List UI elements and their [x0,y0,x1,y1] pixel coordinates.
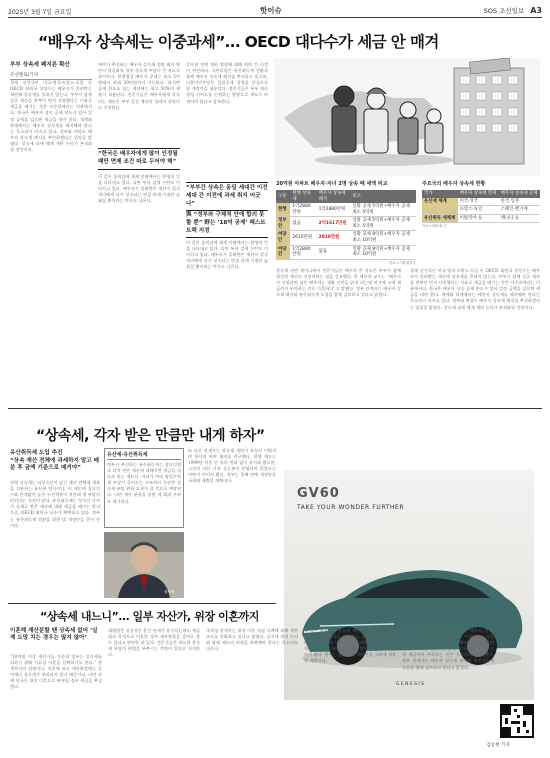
table-title: 20억원 아파트 배우자·자녀 2명 상속 때 세액 비교 [276,181,388,187]
table-row: 유산취득 세체계 이탈리아 등 캐나다 등 [422,214,540,223]
sidebar-title: 유산세·유산취득세 [107,451,181,460]
ad-tagline: TAKE YOUR WONDER FURTHER [297,504,405,511]
kicker: 부부 상속세 폐지론 확산 [10,62,70,68]
sidebar-box [104,448,184,528]
table-row: 유산세 체계 미국·영국 한국·일본 [422,198,540,206]
article-col-7: 경제 선진국인 미국·영국·프랑스·독일 등 OECD 회원국 상당수는 배우자가 물려받는 재산에 상속세를 물리지 않는다. 부부가 함께 일군 재산을 한쪽이 먼저 사망했다는 이유로 세금을 매기는 것은 이중과세라는 이유에서다. 한국은 배우자 상속 공제 한도가 있어 일정 금액을 넘으면 세금을 내야 한다. 재계와 학계에서는 배우자 상속세를 폐지해야 한다는 목소리가 커지고 있다. 정부와 여당도 배우자 상속세 폐지를 추진하겠다는 입장을 밝혔다. 상속세 과세 체계 개편 논의가 본격화될 전망이다. [410,268,540,310]
table-row: 여당안 2610만원 2910만원 일괄 공제 8억원+배우자 공제 최소 10억원 [276,231,416,245]
section-title: 핫이슈 [260,6,282,15]
section-divider [8,408,542,409]
article-col-8: 또 다른 관계자는 상속세 개편이 조속히 이뤄져야 한다며 여야 협의를 촉구했다. 현행 제도는 1999년 이후 큰 틀의 변화 없이 유지돼 왔으며, 그간의 자산 가격 상승분이 반영되지 않았다는 비판이 이어져 왔다. 정부는 올해 안에 개정안을 국회에 제출할 계획이다. [188,448,276,484]
byline: 조선멘토/기자 [10,72,92,80]
table-header-row: 구분 현행 상속세 배우자 상속세 폐지 비고 [276,190,416,203]
third-headline: “상속세 내느니”… 일부 자산가, 위장 이혼까지 [40,610,260,623]
byline: 김승현 기자 [486,743,510,748]
second-headline: “상속세, 각자 받은 만큼만 내게 하자” [36,428,265,444]
inheritance-tax-table [276,180,416,266]
illustration [274,58,540,176]
article-col-5: 이 같은 움직임에 재계 안팎에서는 환영의 뜻을 나타내고 있다. 다만 부자 감세 논란도 이어지고 있다. 배우자가 물려받은 재산이 결국 자녀에게 다시 상속되는 만큼 과세 시점만 늦춰질 뿐이라는 반론도 나온다. [186,240,268,270]
subhead: 이혼해 재산분할 땐 상속세 없어 ‘실제 도망 치는 경우는 많지 않아’ [10,628,98,642]
qr-code[interactable] [500,704,534,738]
subhead-3: 與 “정부와 구체적 안에 합의 못할 뿐” 野는 ‘18억 공제’ 패스트트랙 지정 [186,210,268,238]
article-col-10: 대법원은 실질적인 혼인 관계가 유지되는데도 세금 회피 목적으로 이혼한 경우 재산분할을 증여로 볼 수 있다고 판단한 바 있다. 전문가들은 과도한 상속세 부담이 편법을 부추기는 측면이 있다고 지적한다. [108,628,200,658]
masthead [8,4,542,18]
main-headline: “배우자 상속세는 이중과세”… OECD 대다수가 세금 안 매겨 [38,33,439,51]
article-col-4: 상속세 전면 개편 방향에 대해 여야 간 이견이 여전하다. 국민의힘은 유산취득세 전환과 함께 배우자 상속세 폐지를 추진하고 있으며, 더불어민주당은 일괄공제 상향을 중심으로 한 개정안을 내놓았다. 전문가들은 부부 재산 형성 기여도를 인정하는 방향으로 제도가 바뀌어야 한다고 강조한다. [186,62,268,104]
subhead-1: “한국은 배우자에게 많이 인정될 때만 면제 조건 따로 두어야 해” [98,148,180,170]
table-title: 주요국의 배우자 상속세 현황 [422,181,486,187]
issue-date: 2025년 3월 7일 금요일 [8,9,72,16]
table-row: 현행 1억2880만원 1억2880만원 일괄 공제 5억원+배우자 공제 최소 5억원 [276,203,416,217]
section-divider [8,603,276,604]
country-table [422,180,540,229]
article-col-3: 이 같은 움직임에 재계 안팎에서는 환영의 뜻을 나타내고 있다. 다만 부자 감세 논란도 이어지고 있다. 배우자가 물려받은 재산이 결국 자녀에게 다시 상속되는 만큼 과세 시점만 늦춰질 뿐이라는 반론도 나온다. [98,174,180,204]
page-number: SOS 조선일보 A3 [483,6,542,15]
article-body: 현행 상속세는 피상속인이 남긴 재산 전체에 세율을 적용하는 유산세 방식이다. 이 때문에 상속인 수와 관계없이 높은 누진세율이 적용돼 세 부담이 커진다는 지적이 많다. 유산취득세는 상속인 각자가 실제로 받은 재산에 대해 세금을 매기는 방식으로, OECD 회원국 다수가 채택하고 있다. 정부는 유산취득세 전환을 위한 법 개정안을 준비 중이다. [10,480,100,528]
article-col-11: 국세청 관계자는 위장 이혼 의심 사례에 대해 세무조사를 강화하고 있다고 밝혔다. 상속세 개편 논의와 함께 제도의 허점을 보완해야 한다는 목소리도 나온다. [206,628,298,652]
subhead-2: “부부간 상속은 동일 세대간 이전 세대 간 이전에 과세 취지 어긋나” [186,182,268,211]
article-col-9: “10억원 이상 재산가들 가운데 일부는 상속세를 피하기 위해 서류상 이혼을 선택하기도 한다.” 한 세무사의 설명이다. 이혼에 따른 재산분할에는 증여세나 상속세가 부과되지 않기 때문이다. 다만 과세 당국은 위장 이혼으로 판단될 경우 세금을 추징한다. [10,654,102,690]
pull-quote: “상속 재산 전체에 과세하지 말고 배분 후 금액 기준으로 매겨야” [10,458,100,472]
country-comparison-table [422,190,540,223]
table-row: 프랑스·독일 스페인·벨기에 [422,206,540,215]
table-header-row: 국가 배우자 상속세 면제 배우자 상속세 공제 [422,190,540,198]
qr-icon [502,706,532,736]
sidebar-text: 정부가 추진하는 유산취득세는 상속인별로 각자 받은 재산에 대해서만 세금을 내도록 하는 제도다. 자녀가 여러 명일수록 세 부담이 줄어드는 구조여서 중산층 상속세 부담 완화 효과가 클 것으로 예상된다. 다만 재산 분할을 통한 세 회피 우려도 제기된다. [107,462,181,504]
table-source: 자료=OECD 등 [422,224,447,229]
portrait-image [104,532,184,598]
ad-brand: GV60 [297,486,340,501]
portrait-photo [104,532,184,598]
ad-logo: GENESIS [396,682,426,687]
subhead: 유산취득세 도입 추진 [10,450,63,456]
table-row: 야당안 1억2880만원 없음 일괄 공제 8억원+배우자 공제 최소 10억원 [276,245,416,259]
article-col-1: 경제 선진국인 미국·영국·프랑스·독일 등 OECD 회원국 상당수는 배우자가 물려받는 재산에 상속세를 물리지 않는다. 부부가 함께 일군 재산을 한쪽이 먼저 사망했다는 이유로 세금을 매기는 것은 이중과세라는 이유에서다. 한국은 배우자 상속 공제 한도가 있어 일정 금액을 넘으면 세금을 내야 한다. 재계와 학계에서는 배우자 상속세를 폐지해야 한다는 목소리가 커지고 있다. 정부와 여당도 배우자 상속세 폐지를 추진하겠다는 입장을 밝혔다. 상속세 과세 체계 개편 논의가 본격화될 전망이다. [10,80,92,153]
table-row: 정부안 없음 2억1617만원 일괄 공제 5억원+배우자 공제 최소 5억원 [276,217,416,231]
article-col-13: 상속세 관련 세미나에서 전문가들은 배우자 간 상속은 부부가 함께 형성한 재산의 이전이라는 점을 강조했다. 한 세무학 교수는 “배우자가 사망하면 남은 배우자는 생활 기반을 잃게 되는데 여기에 고액 세금까지 부과하는 것은 가혹하다”고 말했다. 정부 관계자는 배우자 상속세 폐지와 유산취득세 도입을 함께 검토하고 있다고 밝혔다. [402,628,494,670]
table-source: 자료=기획재정부 [388,260,416,265]
article-col-2: 여야가 추진하는 배우자 상속세 전면 폐지 방안이 현실화될 경우 상속세 부담이 큰 폭으로 줄어든다. 현행법상 배우자 공제는 최소 5억원에서 최대 30억원까지 가능하다. 하지만 공제 한도를 넘는 재산에는 최고 50%의 세율이 적용된다. 전문가들은 배우자에게 상속되는 재산은 부부 공동 재산의 성격이 강하다고 지적한다. [98,62,180,110]
article-col-6: 상속세 관련 세미나에서 전문가들은 배우자 간 상속은 부부가 함께 형성한 재산의 이전이라는 점을 강조했다. 한 세무학 교수는 “배우자가 사망하면 남은 배우자는 생활 기반을 잃게 되는데 여기에 고액 세금까지 부과하는 것은 가혹하다”고 말했다. 정부 관계자는 배우자 상속세 폐지와 유산취득세 도입을 함께 검토하고 있다고 밝혔다. [276,268,401,298]
tax-comparison-table [276,190,416,260]
article-col-12: 또 다른 관계자는 상속세 개편이 조속히 이뤄져야 한다며 여야 협의를 촉구했다. 현행 제도는 1999년 이후 큰 틀의 변화 없이 유지돼 왔으며, 그간의 자산 가격 상승분이 반영되지 않았다는 비판이 이어져 왔다. 정부는 올해 안에 개정안을 국회에 제출할 계획이다. [304,628,396,664]
apartment-family-illustration [274,58,540,176]
photo-caption: 권영세 [164,590,175,594]
